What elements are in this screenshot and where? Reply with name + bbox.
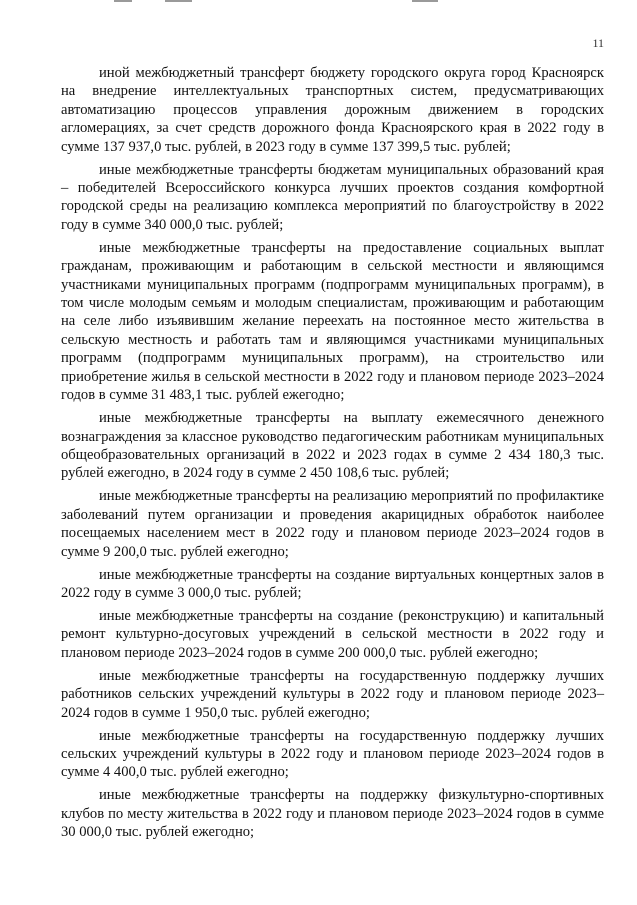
paragraph-transfer-culture-institutions: иные межбюджетные трансферты на государственную поддержку лучших сельских учреждений культуры в 2022 году и плановом периоде 2023–2024 годов в сумме 4 400,0 тыс. рублей ежегодно; (61, 727, 604, 781)
paragraph-transfer-culture-workers: иные межбюджетные трансферты на государственную поддержку лучших работников сельских учреждений культуры в 2022 году и плановом периоде 2023–2024 годов в сумме 1 950,0 тыс. рублей ежегодно; (61, 667, 604, 721)
paragraph-transfer-krasnoyarsk-transport: иной межбюджетный трансферт бюджету городского округа город Красноярск на внедрение интеллектуальных транспортных систем, предусматривающих автоматизацию процессов управления дорожным движением в городских агломерациях, за счет средств дорожного фонда Красноярского края в 2022 году в сумме 137 937,0 тыс. рублей, в 2023 году в сумме 137 399,5 тыс. рублей; (61, 65, 604, 155)
paragraph-transfer-virtual-concert-halls: иные межбюджетные трансферты на создание виртуальных концертных залов в 2022 году в сумме 3 000,0 тыс. рублей; (61, 566, 604, 601)
scan-artifact-line (114, 0, 132, 2)
paragraph-transfer-rural-culture-centers: иные межбюджетные трансферты на создание (реконструкцию) и капитальный ремонт культурно-досуговых учреждений в сельской местности в 2022 году и плановом периоде 2023–2024 годов в сумме 200 000,0 тыс. рублей ежегодно; (61, 607, 604, 661)
scan-artifact-line (412, 0, 438, 2)
page-number: 11 (592, 36, 604, 50)
paragraph-transfer-class-teachers: иные межбюджетные трансферты на выплату ежемесячного денежного вознаграждения за классное руководство педагогическим работникам муниципальных общеобразовательных организаций в 2022 и 2023 годах в сумме 2 434 180,3 тыс. рублей ежегодно, в 2024 году в сумме 2 450 108,6 тыс. рублей; (61, 410, 604, 482)
paragraph-transfer-rural-housing: иные межбюджетные трансферты на предоставление социальных выплат гражданам, проживающим и работающим в сельской местности и являющимся участниками муниципальных программ (подпрограмм муниципальных программ), в том числе молодым семьям и молодым специалистам, проживающим и работающим на селе либо изъявившим желание переехать на постоянное место жительства в сельскую местность и работать там и являющимся участниками муниципальных программ (подпрограмм муниципальных программ), на строительство или приобретение жилья в сельской местности в 2022 году и плановом периоде 2023–2024 годов в сумме 31 483,1 тыс. рублей ежегодно; (61, 239, 604, 404)
paragraph-transfer-urban-environment: иные межбюджетные трансферты бюджетам муниципальных образований края – победителей Всероссийского конкурса лучших проектов создания комфортной городской среды на реализацию комплекса мероприятий по благоустройству в 2022 году в сумме 340 000,0 тыс. рублей; (61, 161, 604, 233)
paragraph-transfer-sports-clubs: иные межбюджетные трансферты на поддержку физкультурно-спортивных клубов по месту жительства в 2022 году и плановом периоде 2023–2024 годов в сумме 30 000,0 тыс. рублей ежегодно; (61, 787, 604, 841)
scan-artifact-line (165, 0, 192, 2)
paragraph-transfer-acaricide-treatment: иные межбюджетные трансферты на реализацию мероприятий по профилактике заболеваний путем организации и проведения акарицидных обработок наиболее посещаемых населением мест в 2022 году и плановом периоде 2023–2024 годов в сумме 9 200,0 тыс. рублей ежегодно; (61, 488, 604, 560)
document-body (61, 64, 604, 846)
